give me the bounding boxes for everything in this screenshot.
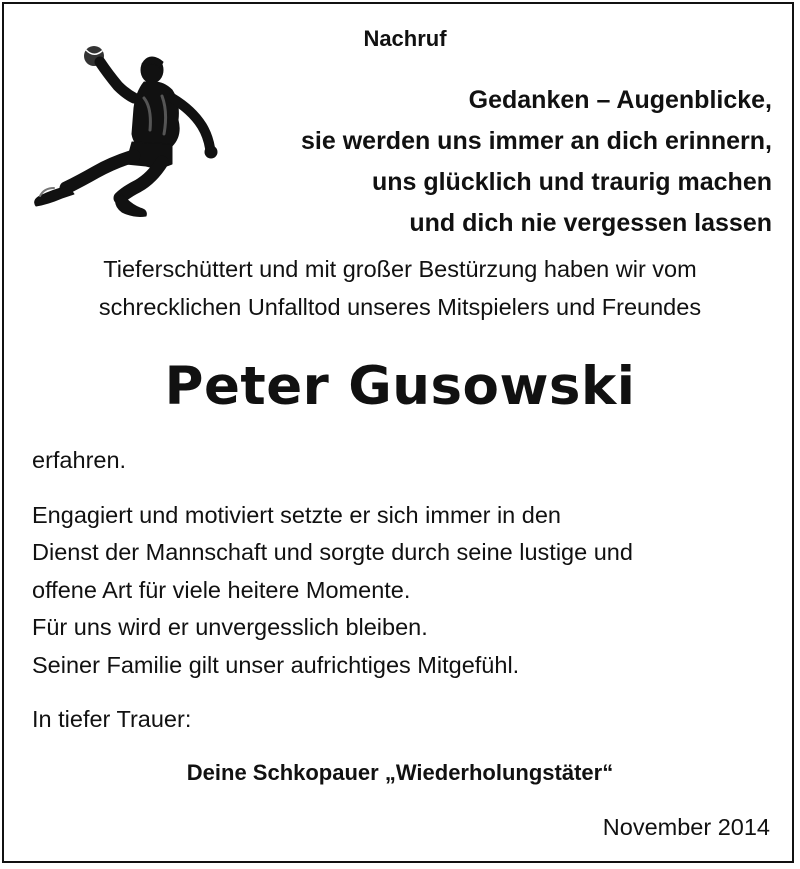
mourning-line: In tiefer Trauer: bbox=[32, 706, 192, 732]
handball-player-icon bbox=[22, 38, 232, 223]
tribute-line: offene Art für viele heitere Momente. bbox=[32, 576, 411, 603]
intro-block bbox=[0, 250, 800, 326]
learned-line: erfahren. bbox=[32, 447, 127, 473]
paragraph-gap bbox=[32, 480, 772, 497]
tribute-line: Seiner Familie gilt unser aufrichtiges Mitgefühl. bbox=[32, 651, 520, 678]
intro-line: schrecklichen Unfalltod unseres Mitspielers und Freundes bbox=[98, 294, 702, 320]
tribute-line: Für uns wird er unvergesslich bleiben. bbox=[32, 614, 428, 640]
poem-line: Gedanken – Augenblicke, bbox=[468, 86, 772, 114]
signature: Deine Schkopauer „Wiederholungstäter“ bbox=[186, 760, 614, 785]
poem-block bbox=[212, 80, 772, 244]
poem-line: sie werden uns immer an dich erinnern, bbox=[301, 127, 772, 155]
notice-date: November 2014 bbox=[602, 814, 770, 840]
notice-heading: Nachruf bbox=[363, 26, 447, 51]
tribute-line: Engagiert und motiviert setzte er sich immer in den bbox=[32, 501, 561, 528]
poem-line: uns glücklich und traurig machen bbox=[371, 168, 772, 196]
tribute-line: Dienst der Mannschaft und sorgte durch seine lustige und bbox=[32, 539, 633, 565]
intro-line: Tieferschüttert und mit großer Bestürzung haben wir vom bbox=[103, 256, 697, 282]
deceased-name: Peter Gusowski bbox=[164, 356, 636, 417]
tribute-text bbox=[32, 442, 772, 739]
paragraph-gap bbox=[32, 684, 772, 701]
poem-line: und dich nie vergessen lassen bbox=[409, 209, 772, 237]
